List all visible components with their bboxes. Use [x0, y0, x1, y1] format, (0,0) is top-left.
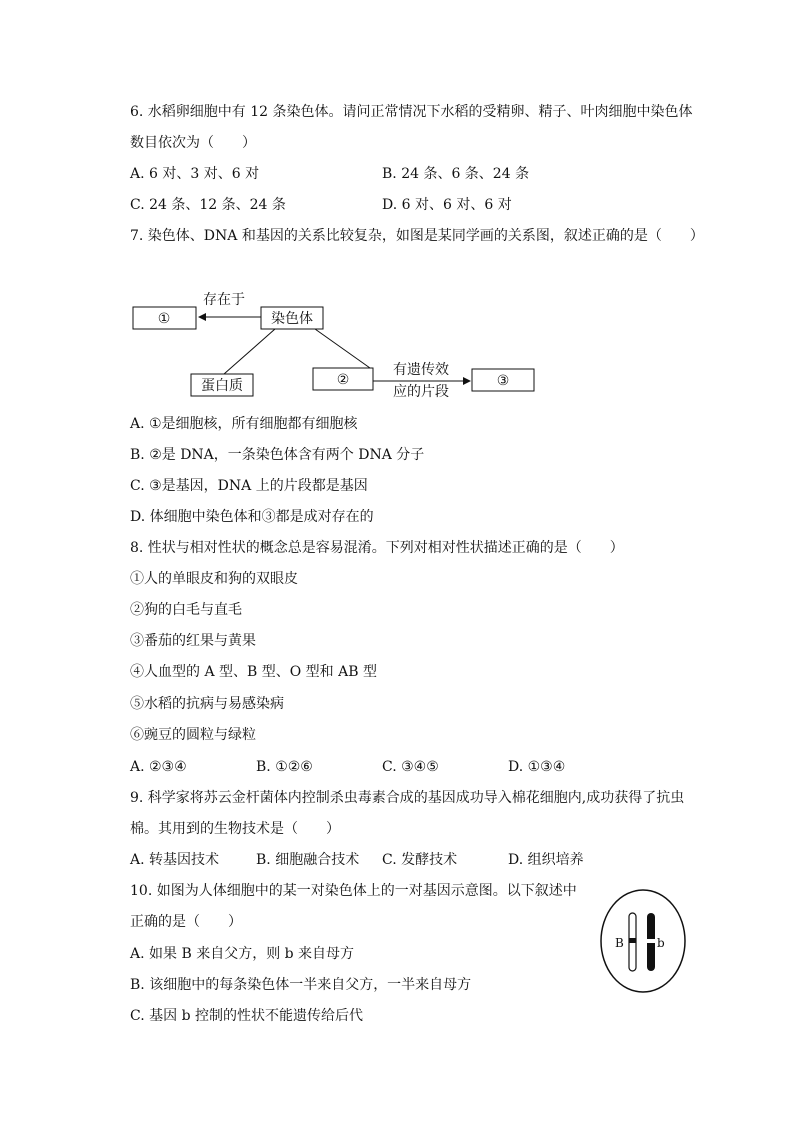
q7-option-c: C. ③是基因，DNA 上的片段都是基因: [130, 478, 368, 494]
q10-stem-line1: 10. 如图为人体细胞中的某一对染色体上的一对基因示意图。以下叙述中: [130, 883, 577, 899]
q9-option-a: A. 转基因技术: [130, 852, 220, 868]
diagram-box-3-label: ③: [496, 373, 510, 389]
diagram-line-to-box-2: [315, 329, 370, 368]
q10-option-a: A. 如果 B 来自父方，则 b 来自母方: [130, 946, 355, 962]
q6-option-a: A. 6 对、3 对、6 对: [130, 166, 260, 182]
q8-option-b: B. ①②⑥: [256, 759, 313, 775]
gene-label-B: B: [615, 936, 624, 950]
q7-option-b: B. ②是 DNA，一条染色体含有两个 DNA 分子: [130, 447, 425, 463]
diagram-box-2-label: ②: [336, 372, 350, 388]
cell-outline: [601, 890, 685, 992]
q9-option-d: D. 组织培养: [508, 852, 584, 868]
diagram-label-fragment-line1: 有遗传效: [393, 362, 449, 378]
q7-option-d: D. 体细胞中染色体和③都是成对存在的: [130, 509, 374, 525]
gene-locus-right: [647, 939, 655, 943]
gene-label-b: b: [657, 936, 665, 950]
q8-item-4: ④人血型的 A 型、B 型、O 型和 AB 型: [130, 664, 377, 680]
diagram-box-chromosome-label: 染色体: [271, 311, 313, 327]
q8-item-6: ⑥豌豆的圆粒与绿粒: [130, 727, 256, 743]
diagram-label-exists-in: 存在于: [203, 292, 245, 308]
q10-option-b: B. 该细胞中的每条染色体一半来自父方，一半来自母方: [130, 977, 472, 993]
q7-stem: 7. 染色体、DNA 和基因的关系比较复杂，如图是某同学画的关系图，叙述正确的是（ ）: [130, 228, 704, 244]
q8-item-2: ②狗的白毛与直毛: [130, 602, 242, 618]
q8-item-5: ⑤水稻的抗病与易感染病: [130, 696, 284, 712]
q10-stem-line2: 正确的是（ ）: [130, 914, 242, 930]
q10-chromosome-diagram: [596, 886, 696, 998]
q6-option-c: C. 24 条、12 条、24 条: [130, 197, 286, 213]
q6-stem-line2: 数目依次为（ ）: [130, 135, 256, 151]
gene-locus-left: [629, 938, 636, 943]
q7-option-a: A. ①是细胞核，所有细胞都有细胞核: [130, 416, 358, 432]
q9-stem-line2: 棉。其用到的生物技术是（ ）: [130, 821, 340, 837]
q6-stem-line1: 6. 水稻卵细胞中有 12 条染色体。请问正常情况下水稻的受精卵、精子、叶肉细胞中染色体: [130, 104, 693, 120]
diagram-box-1-label: ①: [157, 311, 171, 327]
q8-item-3: ③番茄的红果与黄果: [130, 633, 256, 649]
diagram-box-protein-label: 蛋白质: [201, 378, 243, 394]
q8-option-d: D. ①③④: [508, 759, 566, 775]
q8-item-1: ①人的单眼皮和狗的双眼皮: [130, 571, 298, 587]
diagram-label-fragment-line2: 应的片段: [393, 384, 449, 400]
q10-option-c: C. 基因 b 控制的性状不能遗传给后代: [130, 1008, 363, 1024]
q6-option-d: D. 6 对、6 对、6 对: [382, 197, 512, 213]
q8-stem: 8. 性状与相对性状的概念总是容易混淆。下列对相对性状描述正确的是（ ）: [130, 540, 624, 556]
q7-relationship-diagram: [0, 0, 794, 420]
q6-option-b: B. 24 条、6 条、24 条: [382, 166, 530, 182]
q9-stem-line1: 9. 科学家将苏云金杆菌体内控制杀虫毒素合成的基因成功导入棉花细胞内,成功获得了抗虫: [130, 790, 685, 806]
q8-option-a: A. ②③④: [130, 759, 187, 775]
q9-option-b: B. 细胞融合技术: [256, 852, 360, 868]
diagram-line-to-protein: [224, 329, 275, 374]
q9-option-c: C. 发酵技术: [382, 852, 458, 868]
q8-option-c: C. ③④⑤: [382, 759, 439, 775]
